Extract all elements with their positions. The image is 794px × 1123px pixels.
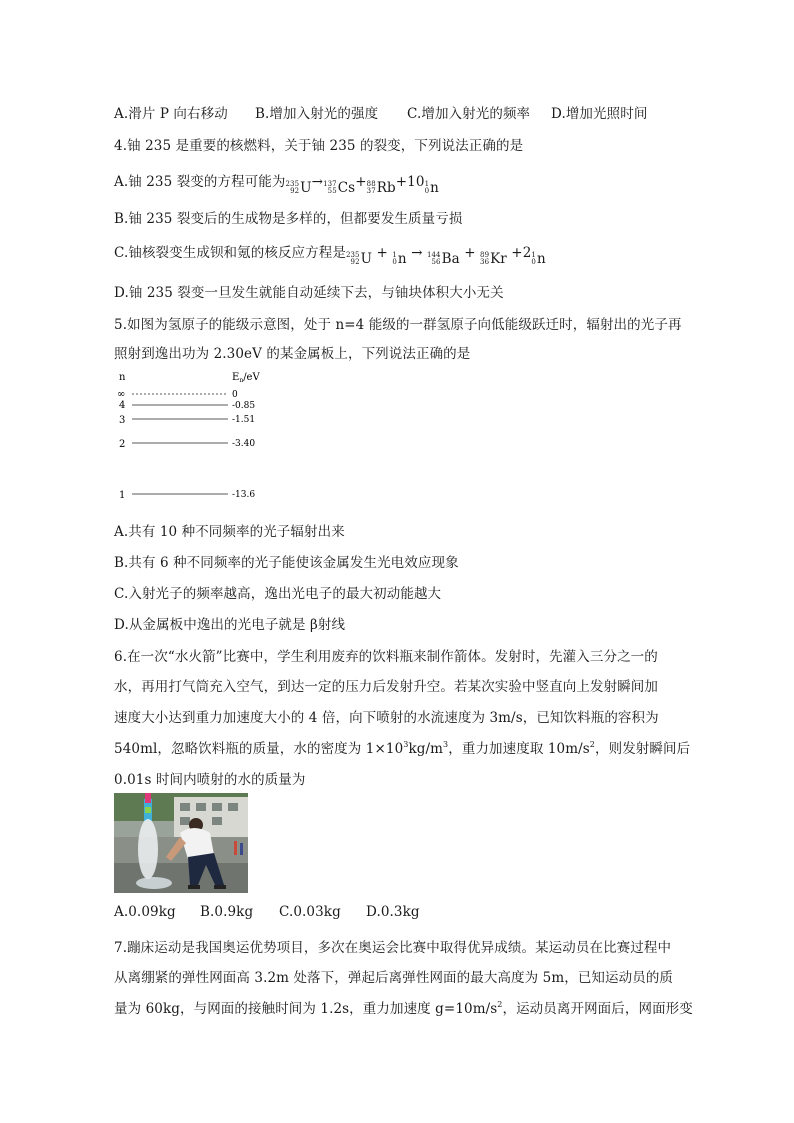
n-axis-label: n [119,372,126,383]
q7-line3: 量为 60kg，与网面的接触时间为 1.2s，重力加速度 $g=10m/s^2$，运动员离开网面后，网面形变 [114,1000,693,1017]
reaction-arrow: → [411,245,423,261]
q6-line2: 水，再用打气筒充入空气，到达一定的压力后发射升空。若某次实验中竖直向上发射瞬间加 [114,679,658,695]
q6-option-a: A.0.09kg [114,904,176,920]
q5-option-c: C.入射光子的频率越高，逸出光电子的最大初动能越大 [114,586,442,602]
level-4-n: 4 [119,400,126,411]
nuclide-kr89: 89 36 Kr [480,251,507,267]
level-1-energy: -13.6 [232,490,256,500]
level-1-n: 1 [119,490,126,501]
q4-option-d: D.铀 235 裂变一旦发生就能自动延续下去，与铀块体积大小无关 [114,285,504,301]
q3-option-c: C.增加入射光的频率 [407,106,531,122]
energy-axis-label: $E_n/eV$ [232,372,260,384]
q6-line3: 速度大小达到重力加速度大小的 4 倍，向下喷射的水流速度为 3m/s，已知饮料瓶的容积为 [114,710,659,726]
q4-option-a: A.铀 235 裂变的方程可能为 235 92 U → 137 55 Cs + 88 37 Rb +10 1 0 n [114,174,439,196]
q7-line2: 从离绷紧的弹性网面高 3.2m 处落下，弹起后离弹性网面的最大高度为 5m，已知运动员的质 [114,970,674,986]
level-3-n: 3 [119,415,126,426]
level-3-energy: -1.51 [232,415,256,425]
energy-level-diagram [112,370,282,504]
nuclide-u235: 235 92 U [285,180,312,196]
q3-option-a: A.滑片 P 向右移动 [114,106,228,122]
q5-option-d: D.从金属板中逸出的光电子就是 β射线 [114,617,346,633]
q5-option-a: A.共有 10 种不同频率的光子辐射出来 [114,524,345,540]
q4-option-a-text: A.铀 235 裂变的方程可能为 [114,174,286,190]
q3-option-d: D.增加光照时间 [551,106,648,122]
level-inf-energy: 0 [232,390,238,400]
nuclide-rb88: 88 37 Rb [366,180,396,196]
q6-option-d: D.0.3kg [366,904,420,920]
level-inf-n: ∞ [117,389,126,400]
q7-line1: 7.蹦床运动是我国奥运优势项目，多次在奥运会比赛中取得优异成绩。某运动员在比赛过程中 [114,940,672,956]
reaction-arrow: → [311,174,324,190]
q4-stem: 4.铀 235 是重要的核燃料，关于铀 235 的裂变，下列说法正确的是 [114,138,524,154]
water-rocket-photo [114,793,248,893]
level-2-n: 2 [119,439,126,450]
q6-line4: 540ml，忽略饮料瓶的质量，水的密度为 $1\times 10^3kg/m^3$，重力加速度取 $10m/s^2$，则发射瞬间后 [114,740,691,757]
nuclide-neutron: 1 0 n [424,180,439,196]
water-rocket-photo-drawing [114,793,248,893]
q6-line5: 0.01s 时间内喷射的水的质量为 [114,772,306,788]
q6-line1: 6.在一次“水火箭”比赛中，学生利用废弃的饮料瓶来制作箭体。发射时，先灌入三分之一的 [114,649,658,665]
q6-option-c: C.0.03kg [279,904,341,920]
q4-option-c-text: C.铀核裂变生成钡和氪的核反应方程是 [114,245,346,261]
q6-option-b: B.0.9kg [200,904,254,920]
q4-option-c: C.铀核裂变生成钡和氪的核反应方程是 235 92 U + 1 0 n → 144 56 Ba + 89 36 Kr +2 1 0 n [114,245,546,267]
q5-option-b: B.共有 6 种不同频率的光子能使该金属发生光电效应现象 [114,555,459,571]
nuclide-cs137: 137 55 Cs [323,180,356,196]
level-4-energy: -0.85 [232,401,256,411]
q5-stem-line2: 照射到逸出功为 2.30eV 的某金属板上，下列说法正确的是 [114,346,471,362]
nuclide-neutron: 1 0 n [392,251,407,267]
q5-stem-line1: 5.如图为氢原子的能级示意图，处于 n=4 能级的一群氢原子向低能级跃迁时，辐射出的光子再 [114,317,682,333]
nuclide-ba144: 144 56 Ba [426,251,460,267]
nuclide-neutron: 1 0 n [531,251,546,267]
nuclide-u235: 235 92 U [345,251,373,267]
q3-option-b: B.增加入射光的强度 [255,106,379,122]
q4-option-b: B.铀 235 裂变后的生成物是多样的，但都要发生质量亏损 [114,211,463,227]
level-2-energy: -3.40 [232,439,256,449]
